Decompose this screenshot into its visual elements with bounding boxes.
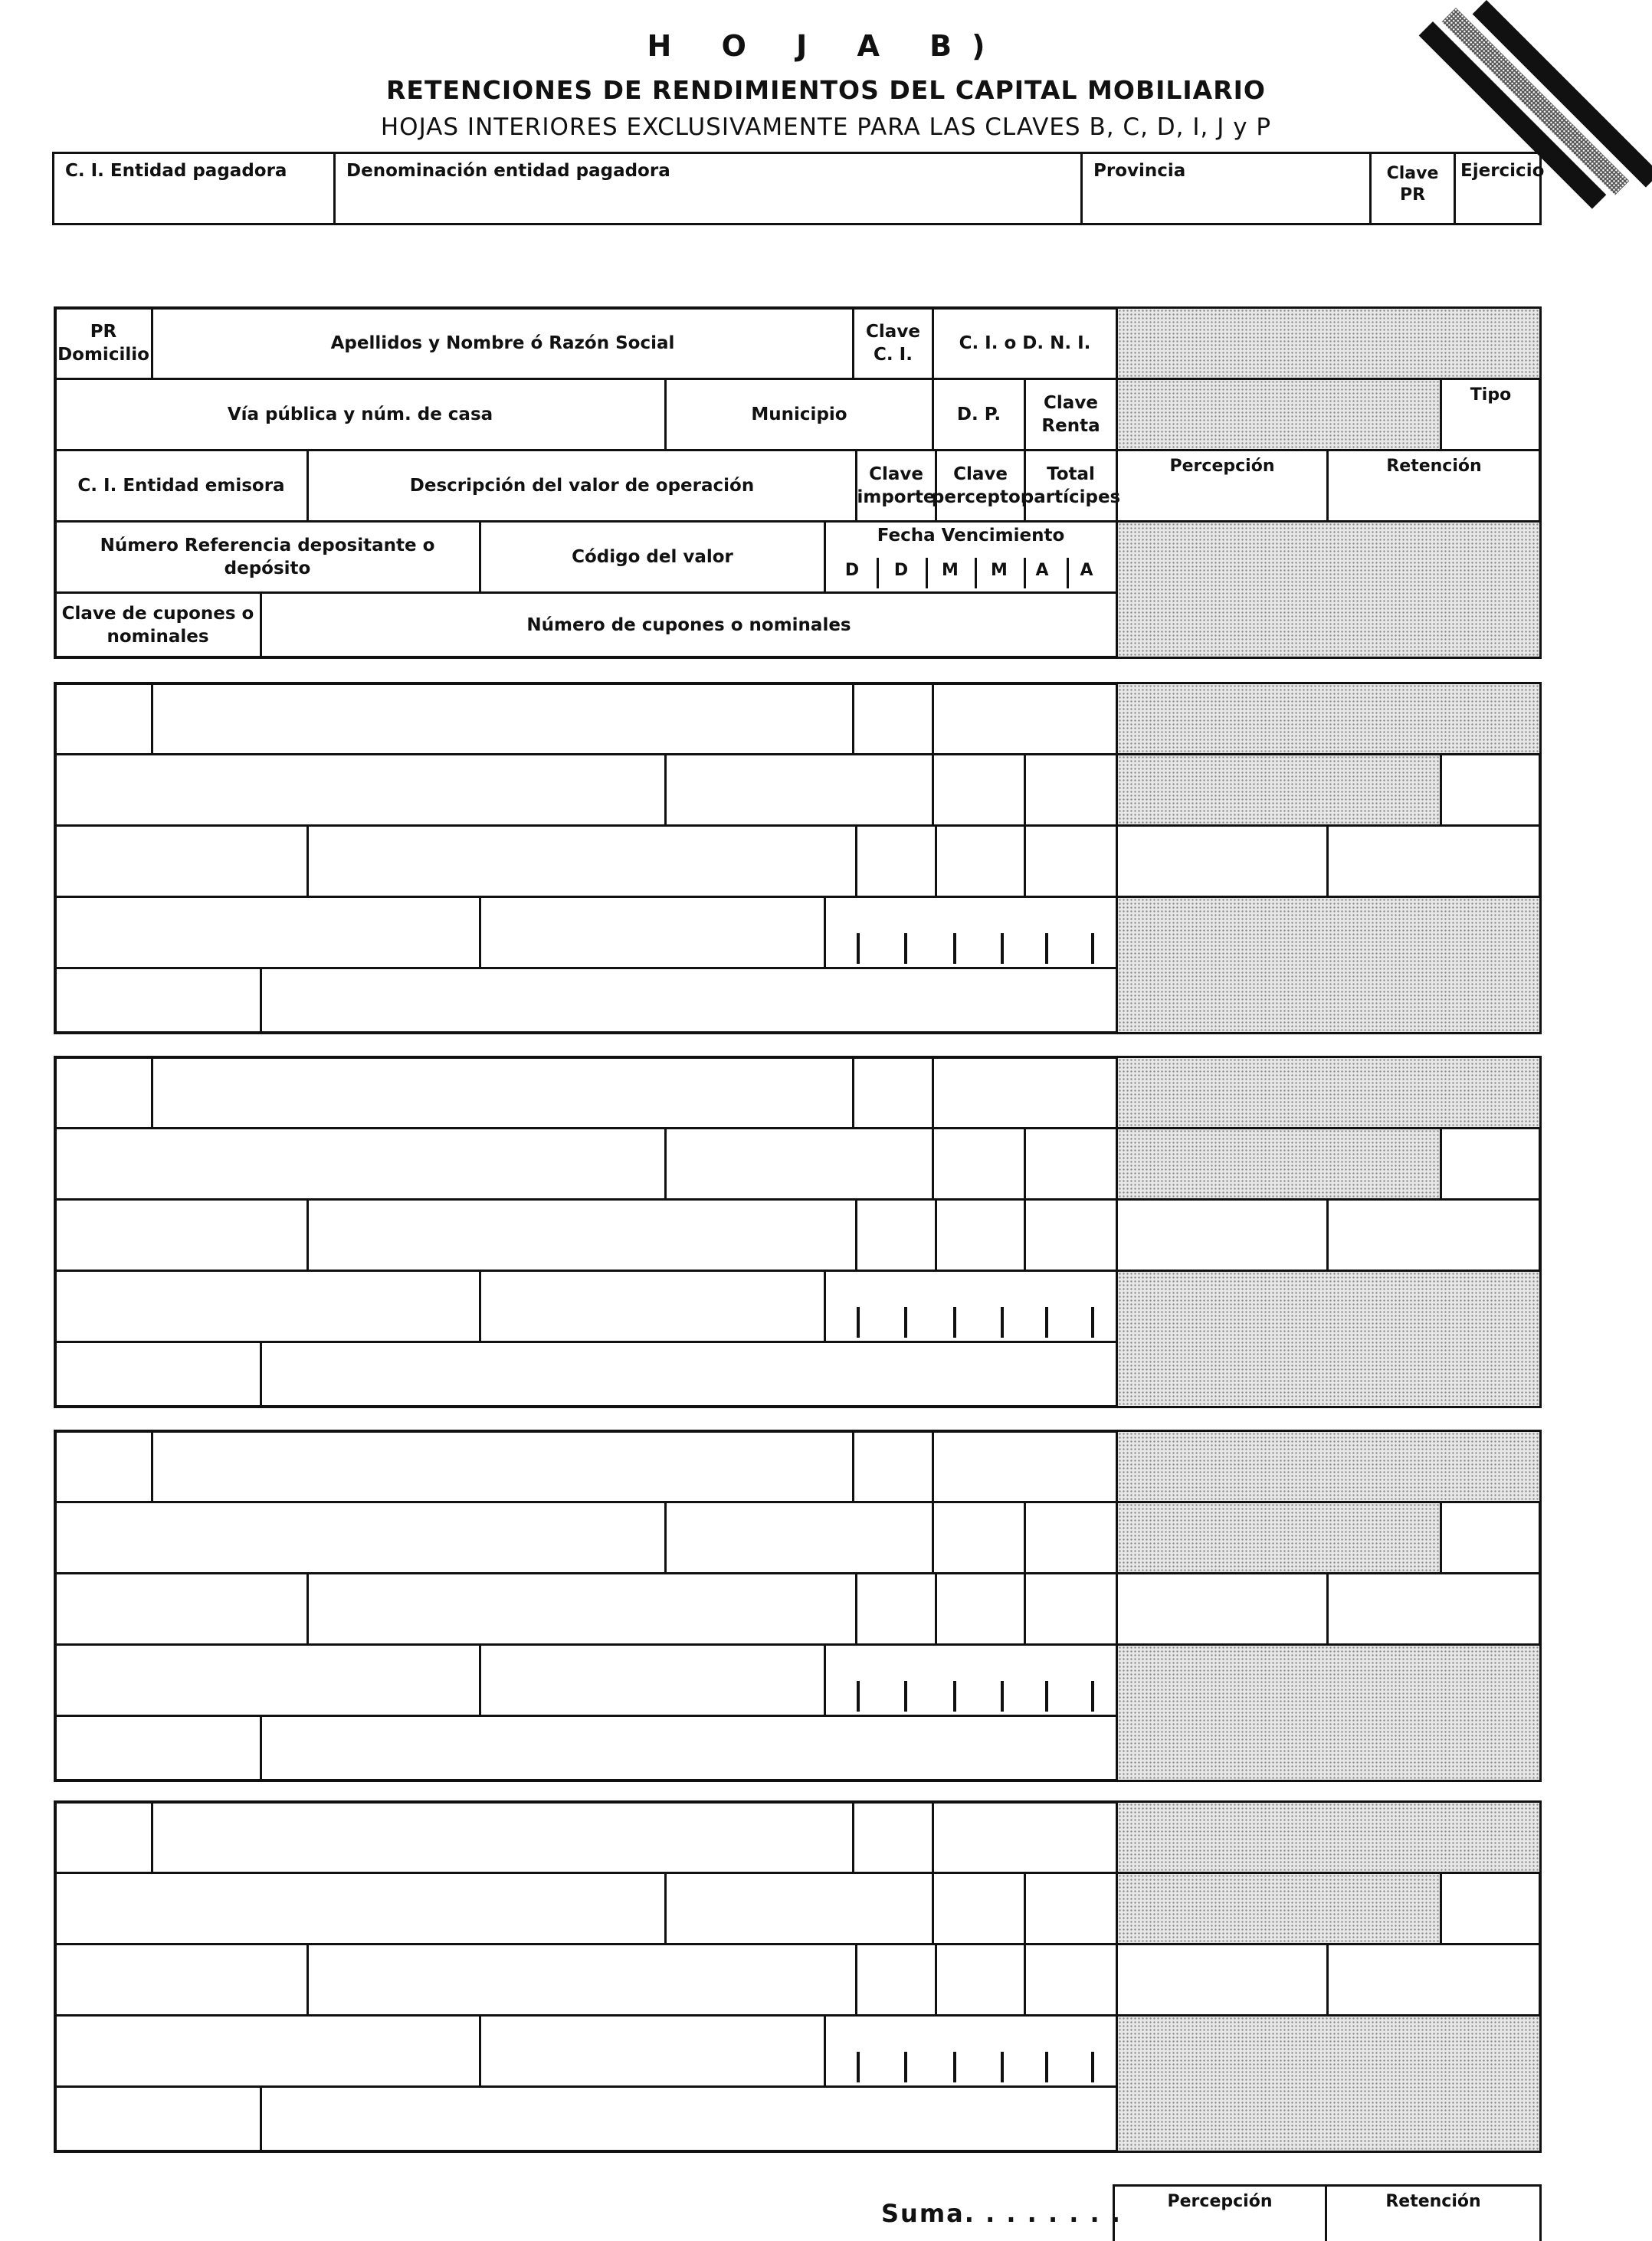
entry-4-dp-input[interactable]: [932, 1872, 1026, 1945]
entry-2-num-cupones-input[interactable]: [260, 1341, 1118, 1408]
entry-3-clave-perceptor-input[interactable]: [935, 1572, 1026, 1646]
entry-2-codigo-valor-input[interactable]: [479, 1270, 826, 1343]
date-digit-divider: [1091, 933, 1094, 964]
entry-4-total-participes-input[interactable]: [1024, 1943, 1118, 2017]
legend-num-cupones: Número de cupones o nominales: [260, 591, 1118, 659]
entry-2-clave-cupones-input[interactable]: [54, 1341, 262, 1408]
entry-3-percepcion-input[interactable]: [1116, 1572, 1329, 1646]
total-retencion-field[interactable]: Retención: [1325, 2184, 1542, 2241]
entry-4-clave-cupones-input[interactable]: [54, 2085, 262, 2153]
legend-clave-perceptor: Clave perceptor: [935, 449, 1026, 523]
ejercicio-field[interactable]: Ejercicio: [1454, 152, 1542, 225]
entry-4-shaded-area: [1116, 1872, 1442, 1945]
entry-1-fecha-vencimiento-input[interactable]: [824, 896, 1118, 969]
date-digit-divider: [857, 933, 860, 964]
entry-1-clave-cupones-input[interactable]: [54, 967, 262, 1034]
legend-ci-dni: C. I. o D. N. I.: [932, 306, 1118, 380]
entry-1-municipio-input[interactable]: [664, 753, 934, 827]
scope-note: HOJAS INTERIORES EXCLUSIVAMENTE PARA LAS CLAVES B, C, D, I, J y P: [380, 113, 1272, 141]
legend-clave-renta: Clave Renta: [1024, 378, 1118, 451]
entry-4-fecha-vencimiento-input[interactable]: [824, 2014, 1118, 2088]
entry-4-clave-importe-input[interactable]: [855, 1943, 937, 2017]
legend-date-d1: D: [844, 561, 860, 580]
date-digit-divider: [1001, 1681, 1004, 1712]
suma-label: Suma. . . . . . . .: [881, 2199, 1122, 2228]
date-digit-divider: [857, 2052, 860, 2082]
legend-tipo: Tipo: [1440, 378, 1542, 451]
entry-1-clave-renta-input[interactable]: [1024, 753, 1118, 827]
entry-1-descripcion-input[interactable]: [306, 824, 857, 898]
legend-shaded-1: [1116, 306, 1542, 380]
entry-4-pr-domicilio-input[interactable]: [54, 1800, 153, 1874]
legend-dp: D. P.: [932, 378, 1026, 451]
date-digit-divider: [1091, 1307, 1094, 1338]
entry-4-ci-emisora-input[interactable]: [54, 1943, 309, 2017]
entry-4-shaded-area: [1116, 2014, 1542, 2153]
entry-4-clave-ci-input[interactable]: [852, 1800, 934, 1874]
entry-4-via-publica-input[interactable]: [54, 1872, 667, 1945]
entry-4-tipo-input[interactable]: [1440, 1872, 1542, 1945]
entry-4-shaded-area: [1116, 1800, 1542, 1874]
entry-3-apellidos-input[interactable]: [151, 1430, 854, 1503]
entry-4-ci-dni-input[interactable]: [932, 1800, 1118, 1874]
entry-4-percepcion-input[interactable]: [1116, 1943, 1329, 2017]
entry-1-ci-dni-input[interactable]: [932, 682, 1118, 755]
date-digit-divider: [1045, 1307, 1048, 1338]
entry-2-shaded-area: [1116, 1127, 1442, 1201]
entry-1-ci-emisora-input[interactable]: [54, 824, 309, 898]
date-digit-divider: [1045, 2052, 1048, 2082]
entry-3-total-participes-input[interactable]: [1024, 1572, 1118, 1646]
entry-4-municipio-input[interactable]: [664, 1872, 934, 1945]
date-digit-divider: [953, 2052, 956, 2082]
entry-4-clave-perceptor-input[interactable]: [935, 1943, 1026, 2017]
legend-descripcion: Descripción del valor de operación: [306, 449, 857, 523]
entry-1-shaded-area: [1116, 682, 1542, 755]
legend-apellidos: Apellidos y Nombre ó Razón Social: [151, 306, 854, 380]
legend-date-m2: M: [991, 561, 1008, 580]
entry-1-num-referencia-input[interactable]: [54, 896, 481, 969]
entry-2-fecha-vencimiento-input[interactable]: [824, 1270, 1118, 1343]
legend-retencion: Retención: [1326, 449, 1542, 523]
legend-fecha-label: Fecha Vencimiento: [877, 526, 1065, 546]
entry-4-num-cupones-input[interactable]: [260, 2085, 1118, 2153]
entry-3-clave-renta-input[interactable]: [1024, 1501, 1118, 1574]
entry-1-shaded-area: [1116, 753, 1442, 827]
entry-1-num-cupones-input[interactable]: [260, 967, 1118, 1034]
entry-3-ci-emisora-input[interactable]: [54, 1572, 309, 1646]
date-digit-divider: [1045, 1681, 1048, 1712]
entry-3-dp-input[interactable]: [932, 1501, 1026, 1574]
date-digit-divider: [857, 1681, 860, 1712]
ci-entidad-pagadora-field[interactable]: C. I. Entidad pagadora: [52, 152, 336, 225]
entry-2-apellidos-input[interactable]: [151, 1056, 854, 1129]
entry-2-num-referencia-input[interactable]: [54, 1270, 481, 1343]
entry-2-tipo-input[interactable]: [1440, 1127, 1542, 1201]
entry-2-dp-input[interactable]: [932, 1127, 1026, 1201]
entry-3-ci-dni-input[interactable]: [932, 1430, 1118, 1503]
date-digit-divider: [857, 1307, 860, 1338]
entry-1-apellidos-input[interactable]: [151, 682, 854, 755]
clave-pr-field[interactable]: Clave PR: [1369, 152, 1456, 225]
entry-3-via-publica-input[interactable]: [54, 1501, 667, 1574]
entry-2-shaded-area: [1116, 1056, 1542, 1129]
entry-2-shaded-area: [1116, 1270, 1542, 1408]
legend-date-a1: A: [1035, 561, 1049, 580]
legend-shaded-3: [1116, 520, 1542, 659]
entry-1-total-participes-input[interactable]: [1024, 824, 1118, 898]
entry-1-shaded-area: [1116, 896, 1542, 1034]
date-digit-divider: [953, 1307, 956, 1338]
date-digit-divider: [904, 2052, 907, 2082]
entry-3-num-cupones-input[interactable]: [260, 1715, 1118, 1782]
legend-date-d2: D: [893, 561, 909, 580]
entry-3-codigo-valor-input[interactable]: [479, 1643, 826, 1717]
entry-1-clave-ci-input[interactable]: [852, 682, 934, 755]
legend-fecha-vencimiento: [824, 520, 1118, 594]
entry-2-descripcion-input[interactable]: [306, 1198, 857, 1272]
entry-2-municipio-input[interactable]: [664, 1127, 934, 1201]
entry-2-clave-renta-input[interactable]: [1024, 1127, 1118, 1201]
legend-pr-domicilio: PR Domicilio: [54, 306, 153, 380]
entry-2-clave-perceptor-input[interactable]: [935, 1198, 1026, 1272]
legend-percepcion: Percepción: [1116, 449, 1329, 523]
provincia-field[interactable]: Provincia: [1080, 152, 1372, 225]
date-digit-divider: [953, 1681, 956, 1712]
date-digit-divider: [1091, 1681, 1094, 1712]
entry-3-clave-importe-input[interactable]: [855, 1572, 937, 1646]
entry-4-descripcion-input[interactable]: [306, 1943, 857, 2017]
entry-2-total-participes-input[interactable]: [1024, 1198, 1118, 1272]
date-digit-divider: [904, 1307, 907, 1338]
entry-3-retencion-input[interactable]: [1326, 1572, 1542, 1646]
entry-3-clave-ci-input[interactable]: [852, 1430, 934, 1503]
entry-4-codigo-valor-input[interactable]: [479, 2014, 826, 2088]
entry-2-retencion-input[interactable]: [1326, 1198, 1542, 1272]
entry-2-percepcion-input[interactable]: [1116, 1198, 1329, 1272]
entry-1-via-publica-input[interactable]: [54, 753, 667, 827]
denominacion-field[interactable]: Denominación entidad pagadora: [333, 152, 1083, 225]
entry-1-clave-perceptor-input[interactable]: [935, 824, 1026, 898]
entry-3-fecha-vencimiento-input[interactable]: [824, 1643, 1118, 1717]
entry-4-num-referencia-input[interactable]: [54, 2014, 481, 2088]
form-subtitle: RETENCIONES DE RENDIMIENTOS DEL CAPITAL MOBILIARIO: [386, 75, 1266, 105]
legend-via-publica: Vía pública y núm. de casa: [54, 378, 667, 451]
date-digit-divider: [1001, 1307, 1004, 1338]
entry-2-clave-importe-input[interactable]: [855, 1198, 937, 1272]
entry-1-codigo-valor-input[interactable]: [479, 896, 826, 969]
entry-3-shaded-area: [1116, 1643, 1542, 1782]
entry-3-pr-domicilio-input[interactable]: [54, 1430, 153, 1503]
entry-1-clave-importe-input[interactable]: [855, 824, 937, 898]
legend-clave-importe: Clave importe: [855, 449, 937, 523]
entry-1-dp-input[interactable]: [932, 753, 1026, 827]
entry-2-pr-domicilio-input[interactable]: [54, 1056, 153, 1129]
legend-total-participes: Total partícipes: [1024, 449, 1118, 523]
legend-clave-cupones: Clave de cupones o nominales: [54, 591, 262, 659]
legend-municipio: Municipio: [664, 378, 934, 451]
entry-4-clave-renta-input[interactable]: [1024, 1872, 1118, 1945]
entry-3-clave-cupones-input[interactable]: [54, 1715, 262, 1782]
date-digit-divider: [904, 1681, 907, 1712]
total-percepcion-field[interactable]: Percepción: [1113, 2184, 1327, 2241]
entry-3-shaded-area: [1116, 1430, 1542, 1503]
date-digit-divider: [953, 933, 956, 964]
sheet-title: H O J A B): [647, 29, 1005, 63]
entry-3-municipio-input[interactable]: [664, 1501, 934, 1574]
entry-4-apellidos-input[interactable]: [151, 1800, 854, 1874]
entry-2-clave-ci-input[interactable]: [852, 1056, 934, 1129]
legend-codigo-valor: Código del valor: [479, 520, 826, 594]
date-digit-divider: [1001, 2052, 1004, 2082]
date-digit-divider: [1091, 2052, 1094, 2082]
entry-2-ci-dni-input[interactable]: [932, 1056, 1118, 1129]
date-digit-divider: [1045, 933, 1048, 964]
legend-date-m1: M: [942, 561, 959, 580]
date-digit-divider: [904, 933, 907, 964]
entry-3-descripcion-input[interactable]: [306, 1572, 857, 1646]
date-digit-divider: [1001, 933, 1004, 964]
entry-3-tipo-input[interactable]: [1440, 1501, 1542, 1574]
entry-3-shaded-area: [1116, 1501, 1442, 1574]
entry-4-retencion-input[interactable]: [1326, 1943, 1542, 2017]
legend-clave-ci: Clave C. I.: [852, 306, 934, 380]
entry-1-percepcion-input[interactable]: [1116, 824, 1329, 898]
legend-ci-emisora: C. I. Entidad emisora: [54, 449, 309, 523]
entry-3-num-referencia-input[interactable]: [54, 1643, 481, 1717]
entry-2-ci-emisora-input[interactable]: [54, 1198, 309, 1272]
entry-2-via-publica-input[interactable]: [54, 1127, 667, 1201]
legend-num-referencia: Número Referencia depositante o depósito: [54, 520, 481, 594]
entry-1-retencion-input[interactable]: [1326, 824, 1542, 898]
legend-date-a2: A: [1080, 561, 1093, 580]
entry-1-tipo-input[interactable]: [1440, 753, 1542, 827]
entry-1-pr-domicilio-input[interactable]: [54, 682, 153, 755]
legend-shaded-2: [1116, 378, 1442, 451]
